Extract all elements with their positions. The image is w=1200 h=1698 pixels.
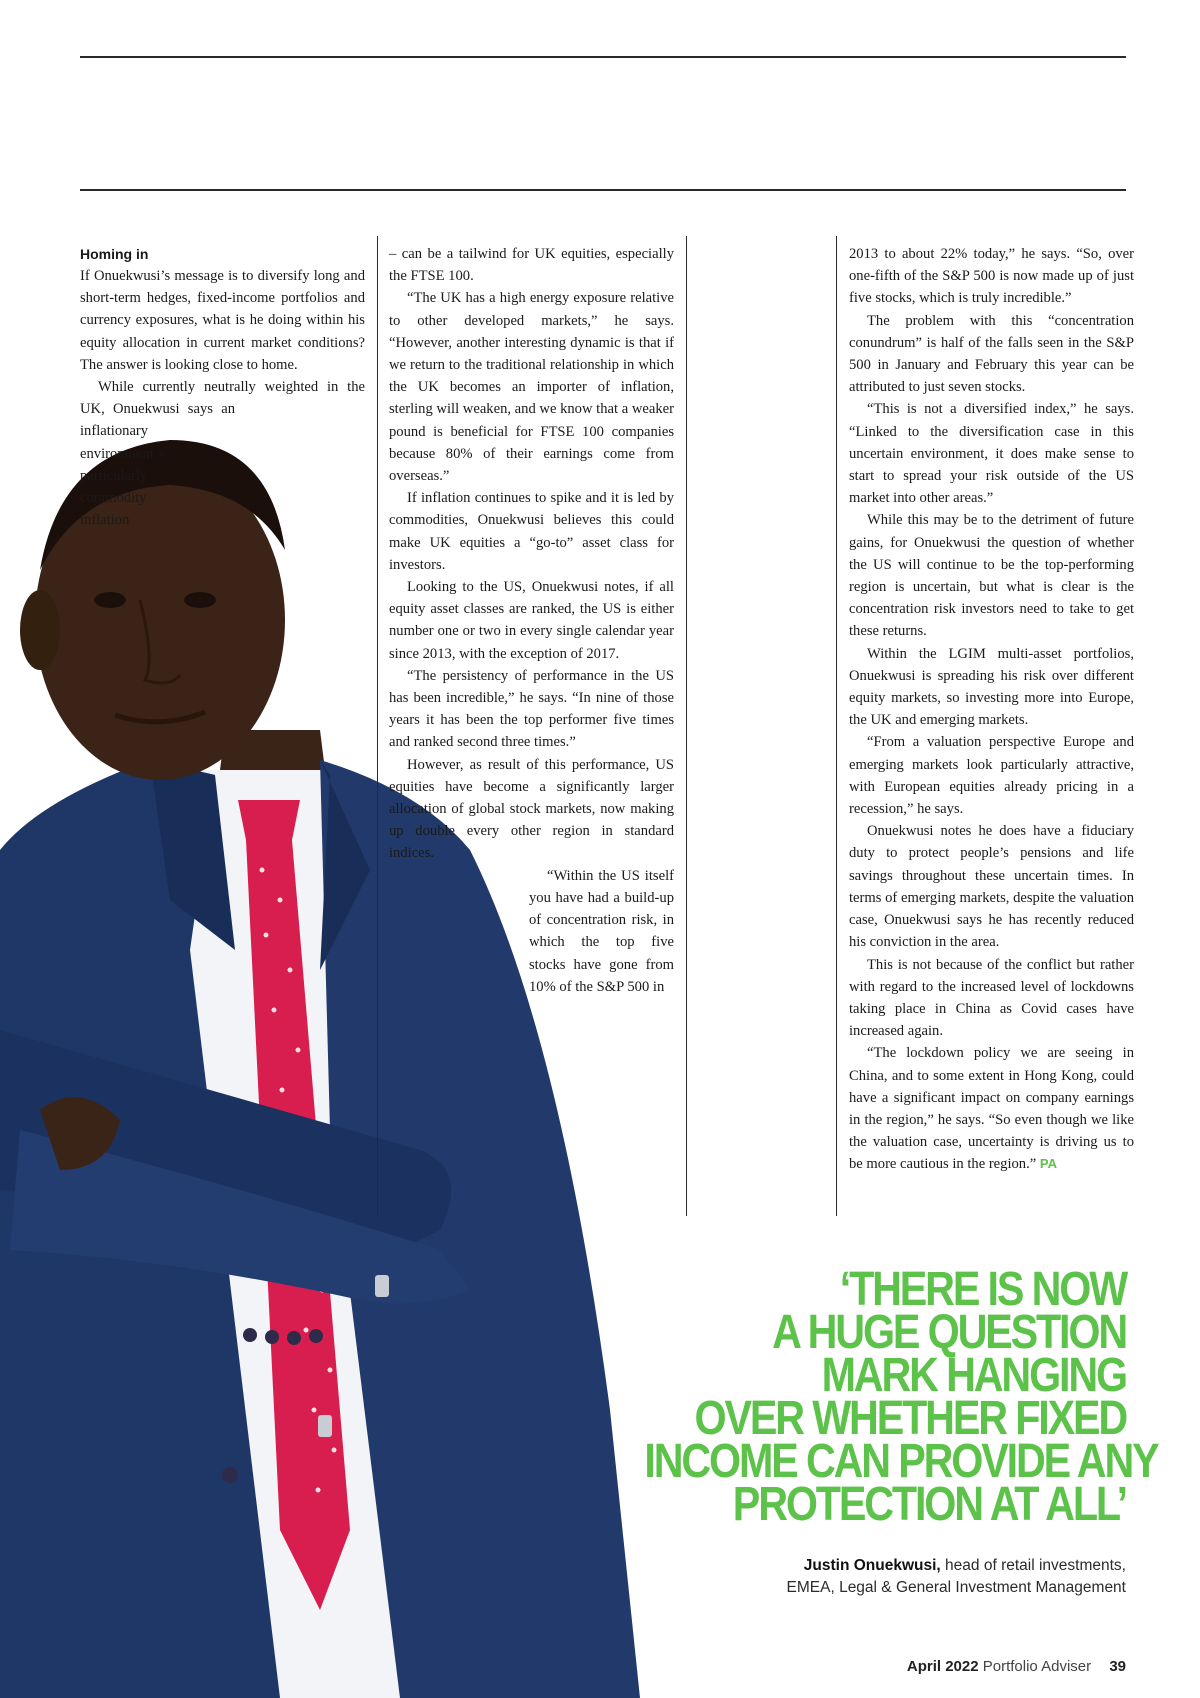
- body-paragraph: Onuekwusi notes he does have a fiduciary duty to protect people’s pensions and life savings throughout these uncertain times. In terms of emerging markets, despite the valuation case, Onuekwusi says he has recently reduced his conviction in the area.: [849, 823, 1134, 951]
- column-divider: [836, 236, 837, 1216]
- body-paragraph: “Within the US itself you have had a build-up of concentration risk, in which the top five stocks have gone from 10% of the S&P 500 in: [529, 867, 674, 995]
- pull-quote-line: A HUGE QUESTION: [772, 1306, 1126, 1359]
- body-paragraph: 2013 to about 22% today,” he says. “So, over one-fifth of the S&P 500 is now made up of just five stocks, which is truly incredible.”: [849, 246, 1134, 307]
- page-number: 39: [1109, 1658, 1126, 1675]
- closing-paragraph-text: “The lockdown policy we are seeing in China, and to some extent in Hong Kong, could have a significant impact on company earnings in the region,” he says. “So even though we like the valuation case, uncertainty is driving us to be more cautious in the region.”: [849, 1045, 1134, 1173]
- body-paragraph: Within the LGIM multi-asset portfolios, Onuekwusi is spreading his risk over different equity markets, so investing more into Europe, the UK and emerging markets.: [849, 645, 1134, 729]
- body-paragraph: The problem with this “concentration conundrum” is half of the falls seen in the S&P 500 in January and February this year can be attributed to just seven stocks.: [849, 312, 1134, 396]
- top-rule: [80, 56, 1126, 58]
- footer-publication: Portfolio Adviser: [982, 1658, 1092, 1675]
- header-rule: [80, 189, 1126, 191]
- body-paragraph: [849, 1042, 1134, 1175]
- attribution-name: Justin Onuekwusi,: [803, 1557, 941, 1574]
- attribution-organisation: EMEA, Legal & General Investment Management: [786, 1579, 1126, 1596]
- column-3: [849, 243, 1134, 1176]
- page-footer: [907, 1658, 1126, 1675]
- pull-quote-line: ‘THERE IS NOW: [839, 1263, 1126, 1316]
- pull-quote-line: PROTECTION AT ALL’: [732, 1478, 1126, 1531]
- author-signoff: PA: [1039, 1156, 1057, 1172]
- body-paragraph: If inflation continues to spike and it is led by commodities, Onuekwusi believes this could make UK equities a “go-to” asset class for investors.: [389, 490, 674, 573]
- body-paragraph: “The UK has a high energy exposure relative to other developed markets,” he says. “However, another interesting dynamic is that if we return to the traditional relationship in which the UK becomes an importer of inflation, sterling will weaken, and we know that a weaker pound is beneficial for FTSE 100 companies because 80% of their earnings come from overseas.”: [389, 290, 674, 485]
- body-paragraph: This is not because of the conflict but rather with regard to the increased level of lockdowns taking place in China as Covid cases have increased again.: [849, 956, 1134, 1040]
- body-paragraph: Looking to the US, Onuekwusi notes, if all equity asset classes are ranked, the US is either number one or two in every single calendar year since 2013, with the exception of 2017.: [389, 579, 674, 662]
- section-heading: Homing in: [80, 246, 149, 262]
- pull-quote-line: INCOME CAN PROVIDE ANY: [644, 1435, 1158, 1488]
- pull-quote-line: MARK HANGING: [821, 1349, 1126, 1402]
- body-paragraph: While currently neutrally weighted in the UK, Onuekwusi says an inflationary environment – particularly commodity inflation: [80, 379, 365, 529]
- body-paragraph: “The persistency of performance in the US has been incredible,” he says. “In nine of those years it has been the top performer five times and ranked second three times.”: [389, 667, 674, 751]
- body-paragraph: “This is not a diversified index,” he says. “Linked to the diversification case in this uncertain environment, it does make sense to start to spread your risk outside of the US market into other areas.”: [849, 401, 1134, 507]
- column-1: [80, 243, 365, 531]
- quote-attribution: [706, 1555, 1126, 1599]
- body-paragraph: However, as result of this performance, US equities have become a significantly larger allocation of global stock markets, now making up double every other region in standard indices.: [389, 756, 674, 862]
- attribution-role: head of retail investments,: [940, 1557, 1126, 1574]
- column-divider: [686, 236, 687, 1216]
- body-paragraph: While this may be to the detriment of future gains, for Onuekwusi the question of whether the US will continue to be the top-performing region is uncertain, but what is clear is the concentration risk investors need to take to get these returns.: [849, 512, 1134, 640]
- body-paragraph: “From a valuation perspective Europe and emerging markets look particularly attractive, with European equities already pricing in a recession,” he says.: [849, 734, 1134, 818]
- body-paragraph: If Onuekwusi’s message is to diversify long and short-term hedges, fixed-income portfolios and currency exposures, what is he doing within his equity allocation in current market conditions? The answer is looking close to home.: [80, 268, 365, 373]
- pull-quote: [644, 1263, 1158, 1531]
- column-divider: [377, 236, 378, 1216]
- pull-quote-line: OVER WHETHER FIXED: [694, 1392, 1126, 1445]
- body-paragraph: – can be a tailwind for UK equities, especially the FTSE 100.: [389, 246, 674, 285]
- footer-issue: April 2022: [906, 1658, 979, 1675]
- column-2: [389, 243, 674, 1085]
